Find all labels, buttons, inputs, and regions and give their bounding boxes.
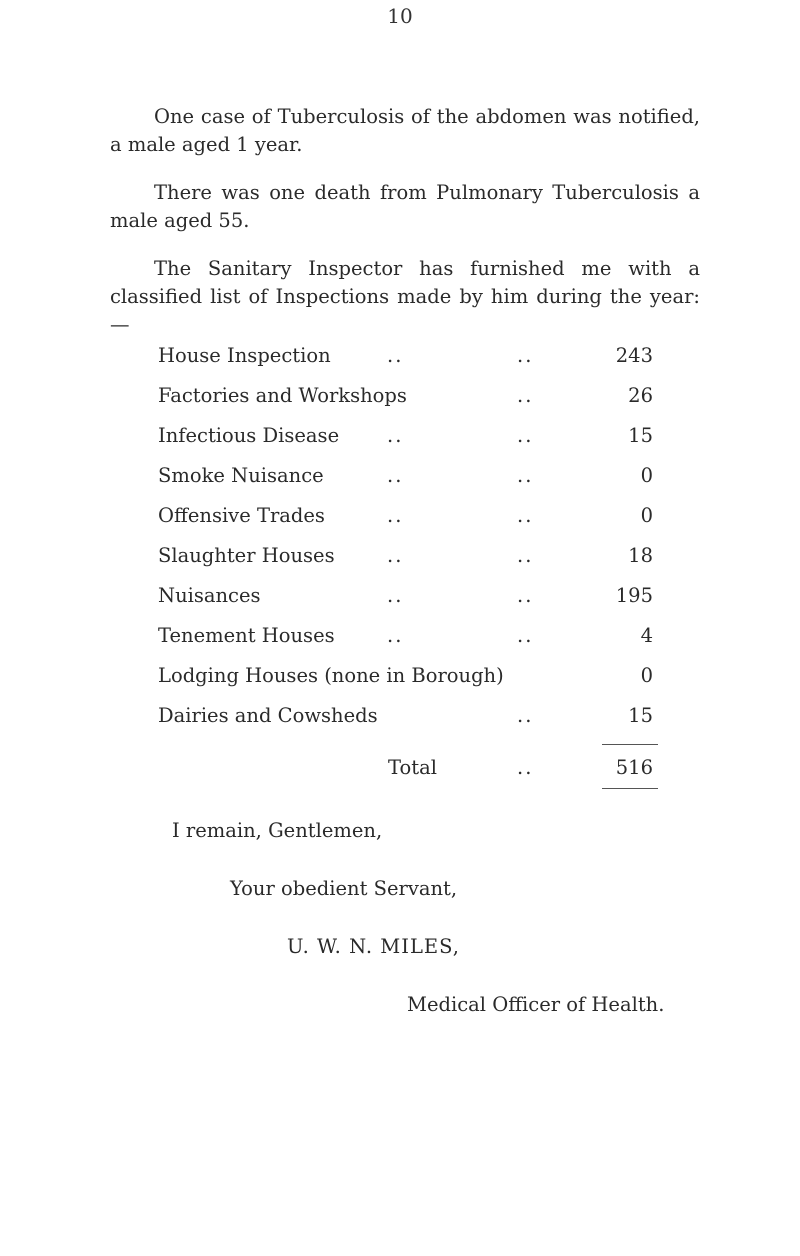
leader-dots: ..	[387, 504, 404, 527]
category-label: Lodging Houses (none in Borough)	[158, 664, 504, 687]
leader-dots: ..	[517, 464, 534, 487]
category-value: 195	[615, 584, 653, 607]
category-value: 15	[628, 704, 653, 727]
table-row	[158, 621, 653, 651]
paragraph-text: There was one death from Pulmonary Tuberculosis a male aged 55.	[110, 181, 700, 232]
category-value: 4	[640, 624, 653, 647]
leader-dots: ..	[387, 424, 404, 447]
table-row	[158, 461, 653, 491]
category-label: Dairies and Cowsheds	[158, 704, 378, 727]
leader-dots: ..	[517, 504, 534, 527]
page-number: 10	[387, 4, 413, 28]
category-value: 18	[628, 544, 653, 567]
leader-dots: ..	[387, 544, 404, 567]
total-value: 516	[615, 756, 653, 779]
table-row	[158, 701, 653, 731]
leader-dots: ..	[517, 344, 534, 367]
leader-dots: ..	[517, 704, 534, 727]
category-value: 15	[628, 424, 653, 447]
table-row	[158, 541, 653, 571]
table-row	[158, 381, 653, 411]
leader-dots: ..	[387, 624, 404, 647]
leader-dots: ..	[387, 584, 404, 607]
category-label: House Inspection	[158, 344, 331, 367]
table-row	[158, 581, 653, 611]
paragraph-abdominal-tuberculosis	[110, 103, 700, 159]
category-value: 243	[615, 344, 653, 367]
signature-title: Medical Officer of Health.	[407, 993, 665, 1016]
category-label: Factories and Workshops	[158, 384, 407, 407]
category-value: 0	[640, 504, 653, 527]
leader-dots: ..	[517, 544, 534, 567]
signature-name: U. W. N. MILES,	[287, 935, 460, 958]
leader-dots: ..	[517, 584, 534, 607]
category-label: Nuisances	[158, 584, 261, 607]
category-label: Slaughter Houses	[158, 544, 335, 567]
total-rule-top	[602, 744, 658, 745]
category-label: Smoke Nuisance	[158, 464, 324, 487]
leader-dots: ..	[387, 464, 404, 487]
leader-dots: ..	[387, 344, 404, 367]
leader-dots: ..	[517, 424, 534, 447]
table-row	[158, 501, 653, 531]
paragraph-text: The Sanitary Inspector has furnished me with a classified list of Inspections made by him during the year:—	[110, 257, 700, 336]
total-row	[158, 753, 653, 783]
category-value: 0	[640, 464, 653, 487]
paragraph-inspections-intro	[110, 255, 700, 339]
table-row	[158, 341, 653, 371]
category-label: Offensive Trades	[158, 504, 325, 527]
leader-dots: ..	[517, 384, 534, 407]
category-value: 26	[628, 384, 653, 407]
category-label: Tenement Houses	[158, 624, 335, 647]
leader-dots: ..	[517, 756, 534, 779]
leader-dots: ..	[517, 624, 534, 647]
paragraph-text: One case of Tuberculosis of the abdomen was notified, a male aged 1 year.	[110, 105, 700, 156]
total-label: Total	[388, 756, 437, 779]
closing-servant: Your obedient Servant,	[230, 877, 458, 900]
table-row	[158, 661, 653, 691]
total-rule-bottom	[602, 788, 658, 789]
table-row	[158, 421, 653, 451]
closing-salutation: I remain, Gentlemen,	[172, 819, 383, 842]
category-value: 0	[640, 664, 653, 687]
paragraph-pulmonary-death	[110, 179, 700, 235]
category-label: Infectious Disease	[158, 424, 340, 447]
